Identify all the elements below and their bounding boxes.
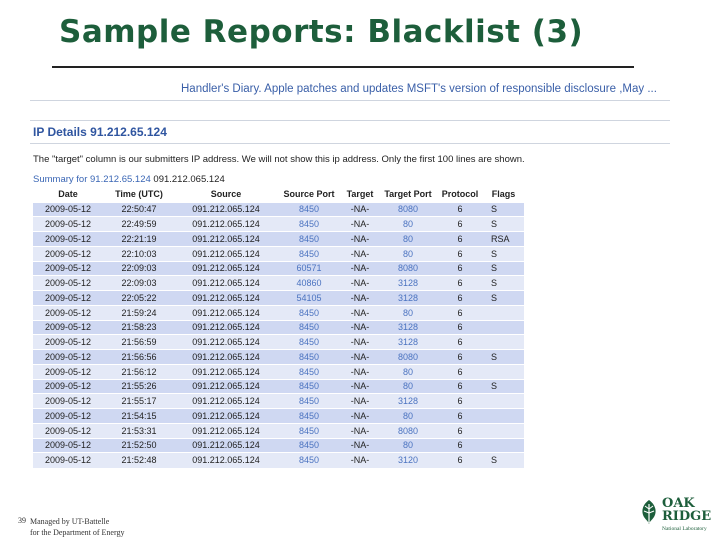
cell-flags: S — [483, 261, 524, 276]
cell-target: -NA- — [341, 379, 379, 394]
cell-target: -NA- — [341, 364, 379, 379]
slide-title: Sample Reports: Blacklist (3) — [59, 14, 584, 50]
cell-time: 21:54:15 — [103, 409, 175, 424]
cell-source-port: 8450 — [277, 409, 341, 424]
cell-flags — [483, 320, 524, 335]
cell-source-port: 8450 — [277, 202, 341, 217]
cell-flags: S — [483, 350, 524, 365]
cell-protocol: 6 — [437, 202, 483, 217]
diary-ticker-link[interactable]: Handler's Diary. Apple patches and updates MSFT's version of responsible disclosure ,May ... — [181, 83, 657, 95]
cell-source-port: 8450 — [277, 320, 341, 335]
cell-time: 21:56:12 — [103, 364, 175, 379]
cell-target: -NA- — [341, 246, 379, 261]
cell-source: 091.212.065.124 — [175, 453, 277, 468]
cell-protocol: 6 — [437, 438, 483, 453]
cell-time: 22:09:03 — [103, 261, 175, 276]
cell-time: 22:21:19 — [103, 232, 175, 247]
footer-credit — [30, 516, 124, 538]
cell-target-port: 8080 — [379, 261, 437, 276]
cell-target: -NA- — [341, 453, 379, 468]
cell-time: 21:52:48 — [103, 453, 175, 468]
table-row — [33, 335, 524, 350]
table-row — [33, 423, 524, 438]
cell-target: -NA- — [341, 438, 379, 453]
cell-source: 091.212.065.124 — [175, 232, 277, 247]
col-header-date[interactable]: Date — [33, 187, 103, 202]
col-header-flags[interactable]: Flags — [483, 187, 524, 202]
table-row — [33, 453, 524, 468]
cell-protocol: 6 — [437, 364, 483, 379]
cell-target-port: 3128 — [379, 291, 437, 306]
table-row — [33, 438, 524, 453]
summary-ip: 091.212.065.124 — [153, 174, 225, 185]
cell-target: -NA- — [341, 217, 379, 232]
cell-target-port: 8080 — [379, 202, 437, 217]
col-header-time[interactable]: Time (UTC) — [103, 187, 175, 202]
cell-target: -NA- — [341, 320, 379, 335]
cell-time: 21:56:56 — [103, 350, 175, 365]
cell-protocol: 6 — [437, 305, 483, 320]
table-row — [33, 320, 524, 335]
table-row — [33, 276, 524, 291]
cell-protocol: 6 — [437, 261, 483, 276]
cell-source-port: 8450 — [277, 335, 341, 350]
cell-protocol: 6 — [437, 291, 483, 306]
cell-source-port: 8450 — [277, 246, 341, 261]
cell-protocol: 6 — [437, 453, 483, 468]
cell-source: 091.212.065.124 — [175, 320, 277, 335]
table-row — [33, 379, 524, 394]
cell-source: 091.212.065.124 — [175, 438, 277, 453]
page-number: 39 — [18, 516, 26, 525]
logo-word-ridge: RIDGE — [662, 509, 712, 524]
cell-date: 2009-05-12 — [33, 394, 103, 409]
cell-protocol: 6 — [437, 320, 483, 335]
cell-source-port: 8450 — [277, 350, 341, 365]
cell-source: 091.212.065.124 — [175, 350, 277, 365]
footer-line-2: for the Department of Energy — [30, 528, 125, 537]
cell-target-port: 80 — [379, 217, 437, 232]
cell-time: 22:05:22 — [103, 291, 175, 306]
cell-date: 2009-05-12 — [33, 276, 103, 291]
cell-target: -NA- — [341, 261, 379, 276]
cell-target-port: 3128 — [379, 335, 437, 350]
cell-date: 2009-05-12 — [33, 291, 103, 306]
cell-source: 091.212.065.124 — [175, 217, 277, 232]
summary-line — [33, 174, 225, 185]
cell-source: 091.212.065.124 — [175, 305, 277, 320]
cell-protocol: 6 — [437, 276, 483, 291]
table-header-row — [33, 187, 524, 202]
cell-source-port: 8450 — [277, 423, 341, 438]
cell-protocol: 6 — [437, 394, 483, 409]
cell-source: 091.212.065.124 — [175, 409, 277, 424]
cell-protocol: 6 — [437, 379, 483, 394]
cell-flags — [483, 335, 524, 350]
cell-date: 2009-05-12 — [33, 320, 103, 335]
cell-target-port: 3128 — [379, 320, 437, 335]
table-row — [33, 291, 524, 306]
cell-source-port: 8450 — [277, 364, 341, 379]
cell-protocol: 6 — [437, 350, 483, 365]
cell-source: 091.212.065.124 — [175, 364, 277, 379]
cell-target-port: 3120 — [379, 453, 437, 468]
cell-target: -NA- — [341, 394, 379, 409]
cell-date: 2009-05-12 — [33, 350, 103, 365]
cell-flags — [483, 305, 524, 320]
ornl-logo — [638, 496, 718, 536]
cell-date: 2009-05-12 — [33, 409, 103, 424]
ip-details-heading: IP Details 91.212.65.124 — [33, 125, 167, 139]
table-row — [33, 261, 524, 276]
cell-source: 091.212.065.124 — [175, 379, 277, 394]
cell-target-port: 8080 — [379, 350, 437, 365]
cell-target-port: 80 — [379, 232, 437, 247]
cell-target: -NA- — [341, 423, 379, 438]
cell-time: 22:09:03 — [103, 276, 175, 291]
cell-time: 21:52:50 — [103, 438, 175, 453]
col-header-protocol[interactable]: Protocol — [437, 187, 483, 202]
cell-source-port: 8450 — [277, 305, 341, 320]
cell-target-port: 80 — [379, 305, 437, 320]
cell-date: 2009-05-12 — [33, 379, 103, 394]
cell-protocol: 6 — [437, 232, 483, 247]
col-header-source[interactable]: Source — [175, 187, 277, 202]
title-divider — [52, 66, 634, 68]
cell-date: 2009-05-12 — [33, 246, 103, 261]
cell-target-port: 80 — [379, 438, 437, 453]
section-divider — [30, 143, 670, 144]
table-row — [33, 202, 524, 217]
cell-source-port: 8450 — [277, 379, 341, 394]
cell-source: 091.212.065.124 — [175, 291, 277, 306]
cell-date: 2009-05-12 — [33, 217, 103, 232]
leaf-icon — [638, 498, 660, 526]
cell-source: 091.212.065.124 — [175, 246, 277, 261]
cell-date: 2009-05-12 — [33, 232, 103, 247]
cell-target-port: 3128 — [379, 276, 437, 291]
cell-time: 22:50:47 — [103, 202, 175, 217]
ticker-divider — [30, 100, 670, 101]
cell-time: 22:49:59 — [103, 217, 175, 232]
cell-target: -NA- — [341, 202, 379, 217]
summary-link[interactable]: Summary for 91.212.65.124 — [33, 174, 151, 185]
cell-time: 21:58:23 — [103, 320, 175, 335]
cell-time: 21:56:59 — [103, 335, 175, 350]
cell-date: 2009-05-12 — [33, 305, 103, 320]
cell-date: 2009-05-12 — [33, 364, 103, 379]
cell-target: -NA- — [341, 276, 379, 291]
footer-line-1: Managed by UT-Battelle — [30, 517, 110, 526]
cell-source-port: 60571 — [277, 261, 341, 276]
cell-protocol: 6 — [437, 217, 483, 232]
cell-flags — [483, 364, 524, 379]
cell-source-port: 8450 — [277, 232, 341, 247]
cell-flags: RSA — [483, 232, 524, 247]
cell-target: -NA- — [341, 232, 379, 247]
cell-time: 22:10:03 — [103, 246, 175, 261]
col-header-target-port[interactable]: Target Port — [379, 187, 437, 202]
target-column-note: The "target" column is our submitters IP address. We will not show this ip address. Only the first 100 lines are shown. — [33, 154, 525, 165]
table-row — [33, 217, 524, 232]
cell-date: 2009-05-12 — [33, 261, 103, 276]
cell-flags — [483, 394, 524, 409]
cell-target: -NA- — [341, 350, 379, 365]
section-divider — [30, 120, 670, 121]
cell-date: 2009-05-12 — [33, 453, 103, 468]
cell-flags: S — [483, 246, 524, 261]
cell-date: 2009-05-12 — [33, 335, 103, 350]
table-row — [33, 232, 524, 247]
cell-target: -NA- — [341, 305, 379, 320]
cell-flags: S — [483, 202, 524, 217]
col-header-target[interactable]: Target — [341, 187, 379, 202]
cell-target-port: 8080 — [379, 423, 437, 438]
cell-target-port: 80 — [379, 379, 437, 394]
cell-flags — [483, 423, 524, 438]
cell-source-port: 8450 — [277, 453, 341, 468]
cell-target-port: 80 — [379, 409, 437, 424]
cell-target: -NA- — [341, 409, 379, 424]
cell-flags: S — [483, 453, 524, 468]
cell-time: 21:55:26 — [103, 379, 175, 394]
report-screenshot — [30, 74, 670, 470]
cell-flags: S — [483, 379, 524, 394]
cell-source-port: 8450 — [277, 394, 341, 409]
cell-time: 21:55:17 — [103, 394, 175, 409]
cell-source-port: 8450 — [277, 217, 341, 232]
cell-flags: S — [483, 291, 524, 306]
cell-target: -NA- — [341, 335, 379, 350]
cell-source: 091.212.065.124 — [175, 276, 277, 291]
cell-flags — [483, 409, 524, 424]
cell-source-port: 54105 — [277, 291, 341, 306]
cell-source: 091.212.065.124 — [175, 335, 277, 350]
cell-flags — [483, 438, 524, 453]
table-row — [33, 305, 524, 320]
cell-date: 2009-05-12 — [33, 438, 103, 453]
cell-source: 091.212.065.124 — [175, 423, 277, 438]
cell-target-port: 3128 — [379, 394, 437, 409]
logo-word-oak: OAK — [662, 496, 695, 511]
cell-date: 2009-05-12 — [33, 202, 103, 217]
cell-flags: S — [483, 276, 524, 291]
cell-source: 091.212.065.124 — [175, 202, 277, 217]
cell-protocol: 6 — [437, 423, 483, 438]
col-header-source-port[interactable]: Source Port — [277, 187, 341, 202]
cell-date: 2009-05-12 — [33, 423, 103, 438]
cell-protocol: 6 — [437, 409, 483, 424]
cell-time: 21:53:31 — [103, 423, 175, 438]
cell-target: -NA- — [341, 291, 379, 306]
table-row — [33, 394, 524, 409]
cell-source-port: 40860 — [277, 276, 341, 291]
table-row — [33, 409, 524, 424]
table-row — [33, 364, 524, 379]
cell-protocol: 6 — [437, 246, 483, 261]
cell-time: 21:59:24 — [103, 305, 175, 320]
cell-flags: S — [483, 217, 524, 232]
cell-protocol: 6 — [437, 335, 483, 350]
cell-source: 091.212.065.124 — [175, 394, 277, 409]
table-row — [33, 350, 524, 365]
cell-target-port: 80 — [379, 246, 437, 261]
cell-source-port: 8450 — [277, 438, 341, 453]
cell-target-port: 80 — [379, 364, 437, 379]
table-row — [33, 246, 524, 261]
logo-subtitle: National Laboratory — [662, 526, 707, 532]
report-table — [33, 187, 524, 468]
cell-source: 091.212.065.124 — [175, 261, 277, 276]
